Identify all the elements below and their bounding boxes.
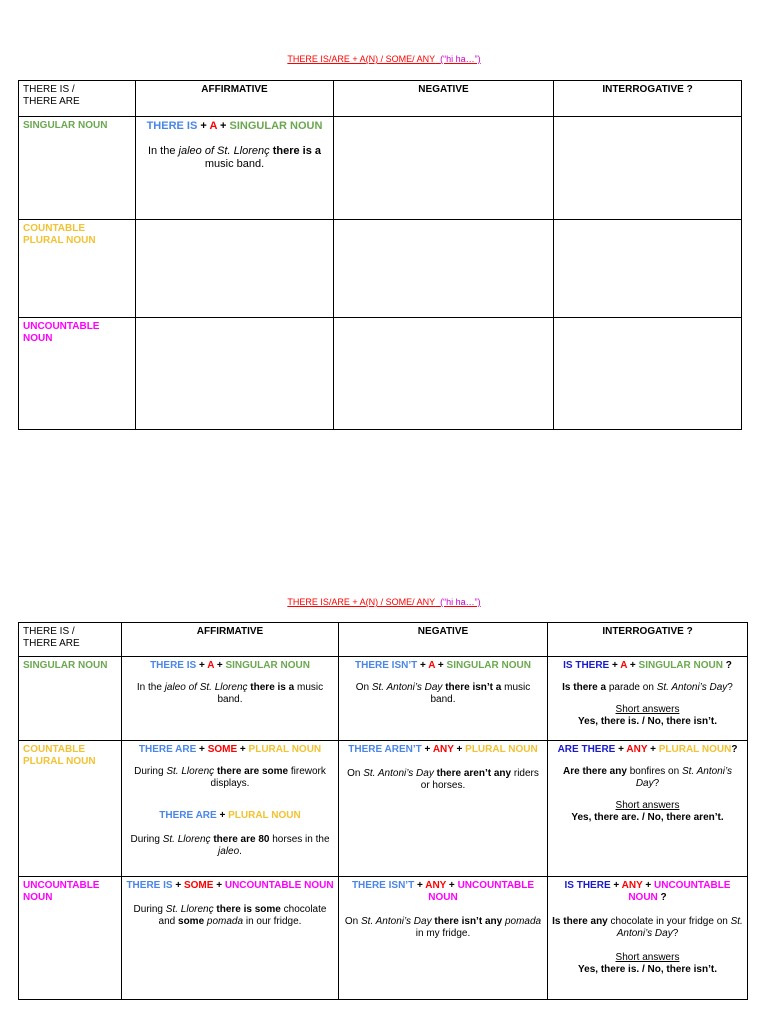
example <box>343 682 543 706</box>
ex-bold: Is there a <box>562 682 607 693</box>
ex-text: On <box>355 682 372 693</box>
formula-2 <box>126 810 334 822</box>
ex-text: in our fridge. <box>243 916 302 927</box>
cell-uncountable-affirmative-empty <box>136 318 334 430</box>
short-answers-text: Yes, there is. / No, there isn’t. <box>578 964 717 975</box>
formula <box>343 660 543 672</box>
short-answers-label: Short answers <box>615 800 680 811</box>
row-label-text: SINGULAR NOUN <box>23 120 108 131</box>
cell-singular-negative <box>339 657 548 741</box>
f-plus: + <box>414 880 426 891</box>
f-plus: + <box>627 660 639 671</box>
f-are-there: ARE THERE <box>557 744 616 755</box>
f-plus: + <box>213 880 225 891</box>
f-plus: + <box>642 880 654 891</box>
ex-italic: St. Antoni’s Day <box>363 768 434 779</box>
f-a: A <box>620 660 628 671</box>
row-label-text: SINGULAR NOUN <box>23 660 108 671</box>
example <box>552 916 743 940</box>
f-plus: + <box>421 744 433 755</box>
f-is-there: IS THERE <box>564 880 611 891</box>
f-noun: PLURAL NOUN <box>248 744 322 755</box>
f-noun: PLURAL NOUN <box>658 744 732 755</box>
ex-text: On <box>347 768 364 779</box>
header-negative: NEGATIVE <box>334 81 554 117</box>
f-noun: UNCOUNTABLE NOUN <box>628 880 731 903</box>
ex-bold: there isn’t a <box>445 682 502 693</box>
cell-singular-interrogative-empty <box>554 117 742 220</box>
cell-countable-interrogative <box>548 741 748 877</box>
ex-text: During <box>133 904 166 915</box>
formula <box>126 744 334 756</box>
ex-italic: St. Llorenç <box>166 766 215 777</box>
formula <box>552 744 743 756</box>
ex-text: During <box>134 766 167 777</box>
ex-italic: jaleo of St. Llorenç <box>178 145 270 158</box>
f-noun: UNCOUNTABLE NOUN <box>428 880 535 903</box>
f-a: A <box>428 660 436 671</box>
header-line1: THERE IS / <box>23 84 75 95</box>
ex-text: ? <box>672 928 679 939</box>
example <box>126 904 334 928</box>
f-plus: + <box>214 660 226 671</box>
ex-italic: St. Antoni’s Day <box>361 916 432 927</box>
ex-bold: there is <box>272 145 312 158</box>
ex-bold: there are some <box>216 766 289 777</box>
f-noun: PLURAL NOUN <box>228 810 301 821</box>
example <box>126 766 334 790</box>
f-plus: + <box>647 744 659 755</box>
formula <box>552 880 743 904</box>
f-there-is: THERE IS <box>126 880 173 891</box>
f-a: A <box>209 120 217 132</box>
ex-text: horses in the <box>269 834 330 845</box>
f-any: ANY <box>621 880 643 891</box>
ex-italic: St. Antoni’s Day <box>635 766 732 789</box>
header-interrogative: INTERROGATIVE ? <box>554 81 742 117</box>
ex-text: . <box>239 846 242 857</box>
row-label-line: NOUN <box>23 892 53 903</box>
ex-bold: there isn’t any <box>434 916 503 927</box>
cell-uncountable-negative-empty <box>334 318 554 430</box>
f-plus: + <box>435 660 447 671</box>
formula <box>126 660 334 672</box>
example <box>552 682 743 694</box>
ex-bold: Is there any <box>552 916 608 927</box>
ex-text: parade on <box>606 682 657 693</box>
ex-italic: St. Llorenç <box>165 904 214 915</box>
f-plus: + <box>216 120 230 132</box>
ex-text: chocolate in your fridge on <box>607 916 731 927</box>
bottom-title <box>0 597 768 607</box>
row-label-line: PLURAL NOUN <box>23 235 96 246</box>
header-there-is-are <box>19 623 122 657</box>
cell-singular-affirmative <box>136 117 334 220</box>
formula <box>140 120 329 133</box>
bottom-grammar-table <box>18 622 748 1000</box>
f-plus: + <box>172 880 184 891</box>
formula <box>343 880 543 904</box>
f-there-is: THERE IS <box>150 660 197 671</box>
f-some: SOME <box>183 880 214 891</box>
f-there-are: THERE ARE <box>138 744 197 755</box>
row-label-uncountable <box>19 318 136 430</box>
header-line2: THERE ARE <box>23 638 80 649</box>
f-there-is: THERE IS <box>146 120 198 132</box>
f-plus: + <box>453 744 466 755</box>
f-plus: + <box>610 880 622 891</box>
f-there-arent: THERE AREN’T <box>348 744 422 755</box>
ex-italic: pomada <box>206 916 244 927</box>
f-there-are: THERE ARE <box>159 810 217 821</box>
example <box>140 145 329 171</box>
ex-bold: there is some <box>216 904 281 915</box>
f-qmark: ? <box>657 892 667 903</box>
f-is-there: IS THERE <box>563 660 610 671</box>
top-grammar-table <box>18 80 742 430</box>
ex-text: On <box>344 916 361 927</box>
ex-text: firework displays. <box>210 766 326 789</box>
f-any: ANY <box>432 744 454 755</box>
header-line2: THERE ARE <box>23 96 80 107</box>
ex-italic: jaleo <box>218 846 240 857</box>
ex-bold: there is a <box>250 682 295 693</box>
f-noun: SINGULAR NOUN <box>229 120 323 132</box>
ex-italic: St. Llorenç <box>162 834 211 845</box>
row-label-countable <box>19 220 136 318</box>
title-quote: (“hi ha…”) <box>440 597 481 607</box>
ex-text: riders or horses. <box>420 768 539 791</box>
ex-italic: pomada <box>504 916 542 927</box>
ex-text: During <box>130 834 163 845</box>
ex-italic: St. Antoni’s Day <box>371 682 443 693</box>
cell-countable-affirmative <box>122 741 339 877</box>
f-noun: SINGULAR NOUN <box>446 660 531 671</box>
f-plus: + <box>237 744 249 755</box>
top-title <box>0 54 768 64</box>
example <box>126 682 334 706</box>
f-there-isnt: THERE ISN’T <box>355 660 418 671</box>
cell-singular-negative-empty <box>334 117 554 220</box>
cell-uncountable-interrogative <box>548 877 748 1000</box>
f-a: A <box>207 660 215 671</box>
ex-text: ? <box>653 778 660 789</box>
short-answers-label: Short answers <box>615 952 680 963</box>
f-plus: + <box>615 744 627 755</box>
ex-bold: there aren’t any <box>436 768 512 779</box>
row-label-line: COUNTABLE <box>23 223 86 234</box>
example <box>552 766 743 790</box>
formula <box>343 744 543 756</box>
f-plus: + <box>196 660 208 671</box>
header-negative: NEGATIVE <box>339 623 548 657</box>
row-label-line: PLURAL NOUN <box>23 756 96 767</box>
f-any: ANY <box>626 744 648 755</box>
row-label-countable <box>19 741 122 877</box>
f-noun: PLURAL NOUN <box>465 744 538 755</box>
cell-countable-negative <box>339 741 548 877</box>
f-plus: + <box>196 744 208 755</box>
f-there-isnt: THERE ISN’T <box>351 880 415 891</box>
formula <box>126 880 334 892</box>
cell-countable-negative-empty <box>334 220 554 318</box>
f-qmark: ? <box>722 660 732 671</box>
ex-italic: St. Antoni’s Day <box>656 682 728 693</box>
ex-bold: a <box>314 145 322 158</box>
formula <box>552 660 743 672</box>
header-there-is-are <box>19 81 136 117</box>
header-affirmative: AFFIRMATIVE <box>122 623 339 657</box>
f-plus: + <box>216 810 229 821</box>
cell-countable-affirmative-empty <box>136 220 334 318</box>
row-label-line: UNCOUNTABLE <box>23 321 100 332</box>
cell-uncountable-affirmative <box>122 877 339 1000</box>
example <box>343 916 543 940</box>
ex-bold: some <box>178 916 205 927</box>
header-affirmative: AFFIRMATIVE <box>136 81 334 117</box>
title-main: THERE IS/ARE + A(N) / SOME/ ANY <box>287 597 436 607</box>
ex-text: In the <box>136 682 165 693</box>
f-plus: + <box>609 660 621 671</box>
row-label-line: NOUN <box>23 333 53 344</box>
title-main: THERE IS/ARE + A(N) / SOME/ ANY <box>287 54 436 64</box>
row-label-singular <box>19 117 136 220</box>
ex-italic: jaleo of St. Llorenç <box>164 682 248 693</box>
cell-countable-interrogative-empty <box>554 220 742 318</box>
header-line1: THERE IS / <box>23 626 75 637</box>
ex-italic: St. Antoni’s Day <box>616 916 743 939</box>
f-some: SOME <box>207 744 238 755</box>
f-any: ANY <box>425 880 447 891</box>
f-plus: + <box>417 660 429 671</box>
f-plus: + <box>197 120 210 132</box>
cell-uncountable-interrogative-empty <box>554 318 742 430</box>
ex-text: in my fridge. <box>415 928 471 939</box>
ex-text: music band. <box>430 682 531 705</box>
ex-text: In the <box>147 145 179 158</box>
f-noun: UNCOUNTABLE NOUN <box>224 880 334 891</box>
row-label-singular <box>19 657 122 741</box>
cell-singular-interrogative <box>548 657 748 741</box>
short-answers-text: Yes, there is. / No, there isn’t. <box>578 716 717 727</box>
ex-bold: Are there any <box>563 766 627 777</box>
f-noun: SINGULAR NOUN <box>638 660 723 671</box>
row-label-line: UNCOUNTABLE <box>23 880 100 891</box>
short-answers-text: Yes, there are. / No, there aren’t. <box>571 812 724 823</box>
row-label-uncountable <box>19 877 122 1000</box>
f-noun: SINGULAR NOUN <box>225 660 310 671</box>
f-qmark: ? <box>731 744 738 755</box>
short-answers-label: Short answers <box>615 704 680 715</box>
ex-text: music band. <box>217 682 324 705</box>
ex-text: music band. <box>204 158 265 171</box>
ex-text: ? <box>727 682 733 693</box>
f-plus: + <box>446 880 458 891</box>
cell-singular-affirmative <box>122 657 339 741</box>
cell-uncountable-negative <box>339 877 548 1000</box>
ex-bold: there are 80 <box>213 834 270 845</box>
row-label-line: COUNTABLE <box>23 744 86 755</box>
example <box>343 768 543 792</box>
ex-text: bonfires on <box>626 766 682 777</box>
title-quote: (“hi ha…”) <box>440 54 481 64</box>
ex-text: chocolate and <box>158 904 327 927</box>
example-2 <box>126 834 334 858</box>
header-interrogative: INTERROGATIVE ? <box>548 623 748 657</box>
